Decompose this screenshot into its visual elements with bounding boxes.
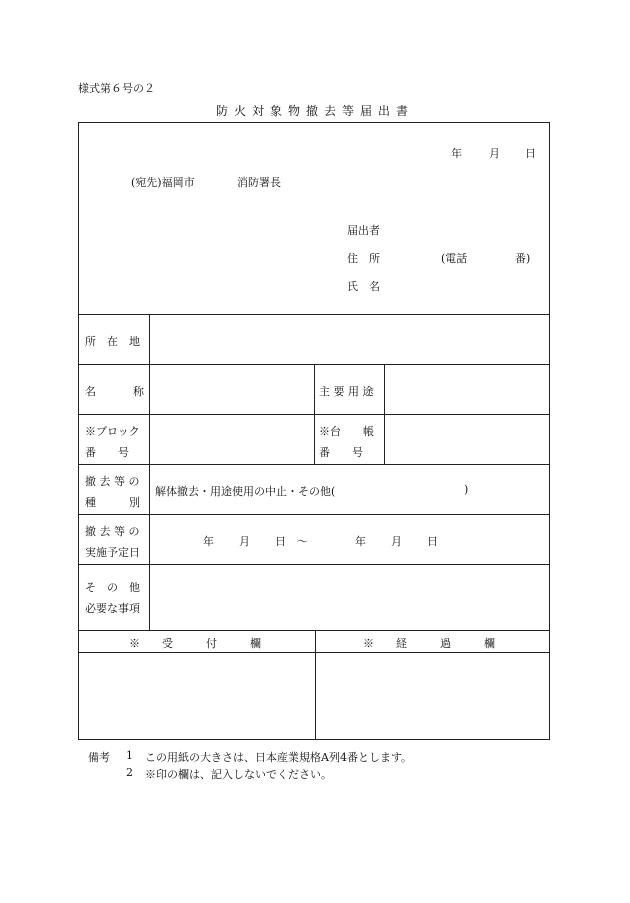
note-1: この用紙の大きさは、日本産業規格A列4番とします。 bbox=[145, 751, 413, 764]
block-label-a: ※ブロック bbox=[85, 425, 140, 438]
schedule-label-a: 撤 去 等 の bbox=[85, 525, 140, 538]
address-label: 住 所 bbox=[347, 252, 380, 265]
row-divider bbox=[79, 630, 549, 631]
other-label-b: 必要な事項 bbox=[85, 602, 140, 615]
location-label: 所 在 地 bbox=[85, 335, 140, 348]
schedule-label-b: 実施予定日 bbox=[85, 546, 140, 559]
page-title: 防火対象物撤去等届出書 bbox=[215, 104, 414, 118]
note-label: 備考 bbox=[88, 751, 110, 764]
label-column-divider bbox=[149, 314, 150, 630]
reception-header: ※ 受 付 欄 bbox=[129, 637, 261, 650]
kind-value: 解体撤去・用途使用の中止・その他( bbox=[155, 485, 336, 498]
schedule-tilde: 〜 bbox=[297, 535, 308, 548]
mid-column-divider bbox=[384, 364, 385, 464]
ledger-label-a: ※台 帳 bbox=[319, 425, 374, 438]
note-2-number: 2 bbox=[126, 766, 133, 779]
name-label: 氏 名 bbox=[347, 280, 380, 293]
fire-chief: 消防署長 bbox=[237, 176, 281, 189]
kind-label-b: 種 別 bbox=[85, 496, 140, 509]
notification-form bbox=[78, 122, 550, 740]
date-month: 月 bbox=[489, 147, 500, 160]
schedule-month-end: 月 bbox=[391, 535, 402, 548]
schedule-month-start: 月 bbox=[239, 535, 250, 548]
row-divider bbox=[79, 652, 549, 653]
kind-label-a: 撤 去 等 の bbox=[85, 475, 140, 488]
phone-label: (電話 bbox=[441, 252, 468, 265]
schedule-year-end: 年 bbox=[355, 535, 366, 548]
progress-header: ※ 経 過 欄 bbox=[363, 637, 495, 650]
schedule-day-start: 日 bbox=[275, 535, 286, 548]
form-number: 様式第６号の２ bbox=[78, 82, 155, 95]
other-label-a: そ の 他 bbox=[85, 581, 140, 594]
note-1-number: 1 bbox=[126, 749, 133, 762]
kind-value-end: ) bbox=[464, 483, 469, 496]
schedule-day-end: 日 bbox=[427, 535, 438, 548]
applicant-label: 届出者 bbox=[347, 224, 380, 237]
note-2: ※印の欄は、記入しないでください。 bbox=[145, 768, 332, 781]
mid-column-divider bbox=[314, 364, 315, 464]
addressee: (宛先)福岡市 bbox=[131, 176, 195, 189]
date-day: 日 bbox=[525, 147, 536, 160]
date-year: 年 bbox=[451, 147, 462, 160]
block-label-b: 番 号 bbox=[85, 446, 129, 459]
phone-end: 番) bbox=[515, 252, 531, 265]
main-use-label: 主 要 用 途 bbox=[319, 385, 374, 398]
schedule-year-start: 年 bbox=[203, 535, 214, 548]
ledger-label-b: 番 号 bbox=[319, 446, 363, 459]
footer-column-divider bbox=[315, 630, 316, 739]
name-label-b: 称 bbox=[133, 385, 144, 398]
name-label-a: 名 bbox=[85, 385, 96, 398]
